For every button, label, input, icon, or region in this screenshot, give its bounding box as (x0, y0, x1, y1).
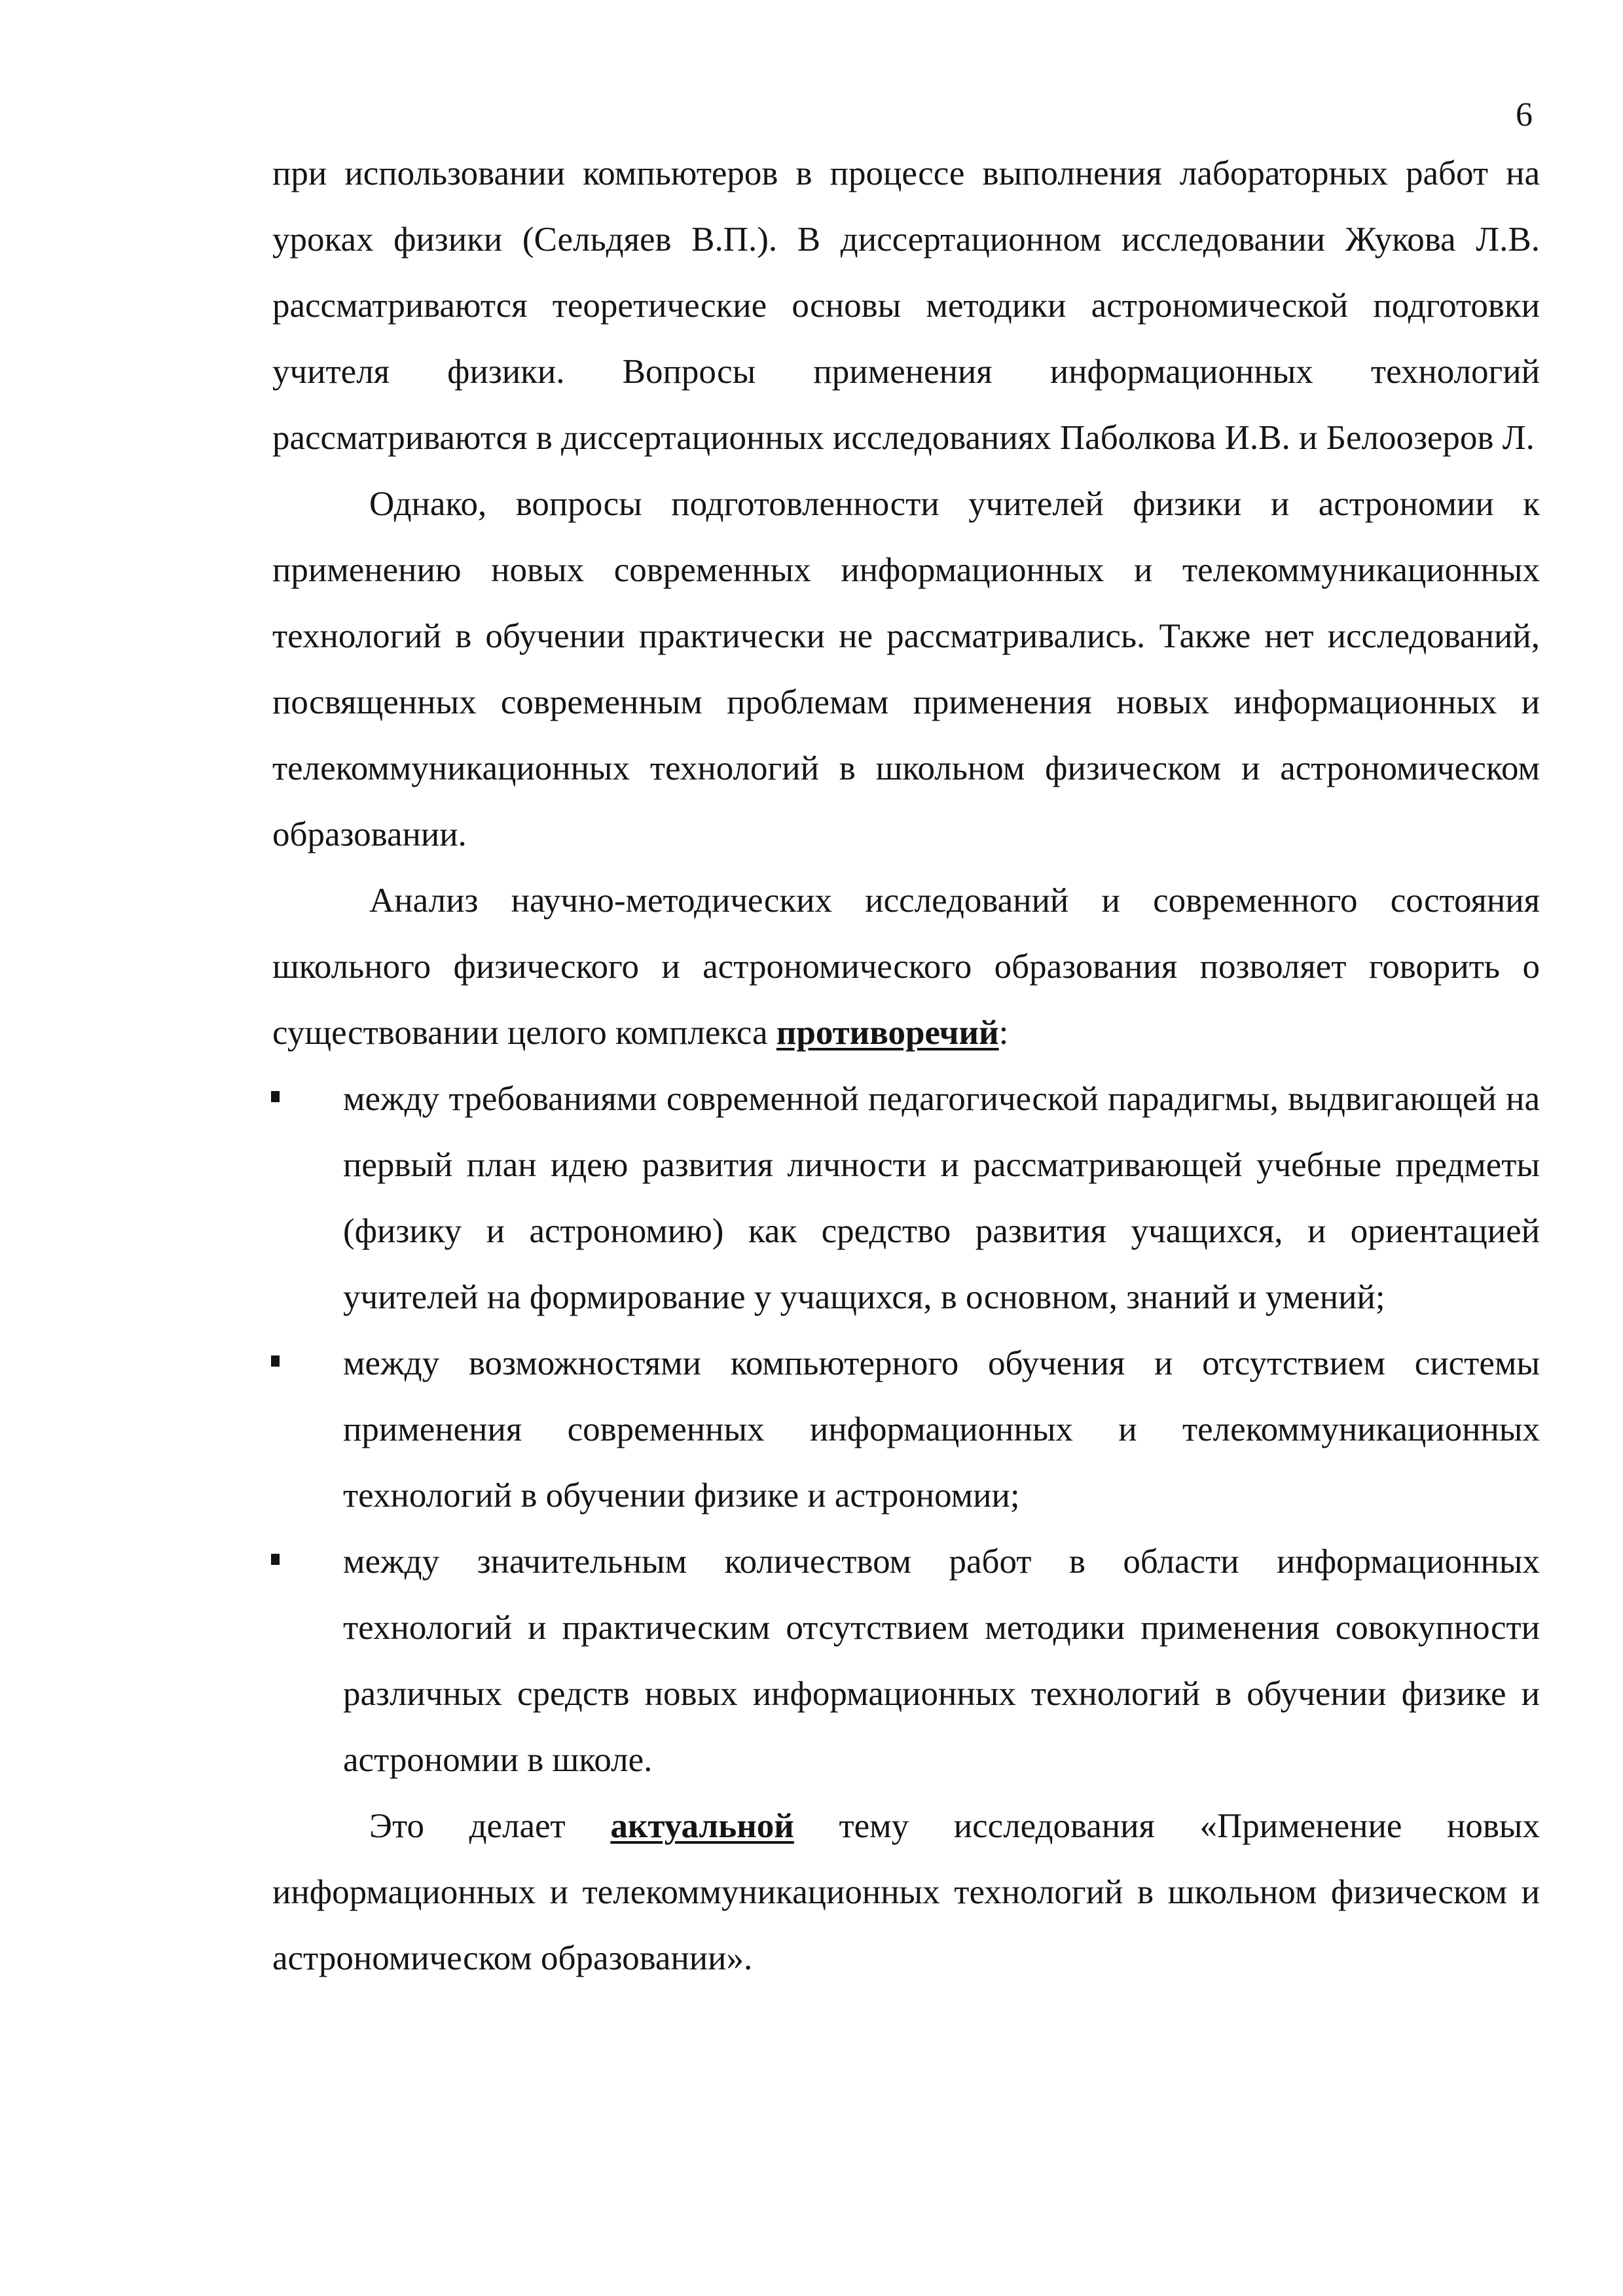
list-item-text: между требованиями современной педагогической парадигмы, выдвигающей на первый план идею развития личности и рассматривающей учебные предметы (физику и астрономию) как средство развития учащихся, и ориентацией учителей на формирование у учащихся, в основном, знаний и умений; (343, 1080, 1540, 1316)
relevance-lead: Это делает (369, 1807, 611, 1845)
list-item (271, 1529, 1540, 1793)
paragraph-relevance (272, 1793, 1540, 1992)
analysis-text: Анализ научно-методических исследований и современного состояния школьного физического и астрономического образования позволяет говорить о существовании целого комплекса (272, 882, 1540, 1052)
analysis-colon: : (998, 1014, 1009, 1052)
contradictions-term: противоречий (776, 1014, 999, 1052)
square-bullet-icon (271, 1355, 280, 1367)
relevance-term: актуальной (610, 1807, 794, 1845)
paragraph-however: Однако, вопросы подготовленности учителей физики и астрономии к применению новых современных информационных и телекоммуникационных технологий в обучении практически не рассматривались. Также нет исследований, посвященных современным проблемам применения новых информационных и телекоммуникационных технологий в школьном физическом и астрономическом образовании. (272, 485, 1540, 853)
square-bullet-icon (271, 1554, 280, 1565)
relevance-text: тему исследования «Применение новых информационных и телекоммуникационных технологий в школьном физическом и астрономическом образовании». (272, 1807, 1540, 1977)
paragraph-analysis (272, 868, 1540, 1066)
list-item (271, 1331, 1540, 1529)
document-body (272, 141, 1540, 1992)
list-item-text: между значительным количеством работ в области информационных технологий и практическим отсутствием методики применения совокупности различных средств новых информационных технологий в обучении физике и астрономии в школе. (343, 1543, 1540, 1779)
square-bullet-icon (271, 1091, 280, 1102)
paragraph-intro: при использовании компьютеров в процессе выполнения лабораторных работ на уроках физики (Сельдяев В.П.). В диссертационном исследовании Жукова Л.В. рассматриваются теоретические основы методики астрономической подготовки учителя физики. Вопросы применения информационных технологий рассматриваются в диссертационных исследованиях Паболкова И.В. и Белоозеров Л. (272, 154, 1540, 457)
page-number: 6 (1516, 96, 1533, 134)
list-item (271, 1066, 1540, 1331)
list-item-text: между возможностями компьютерного обучения и отсутствием системы применения современных информационных и телекоммуникационных технологий в обучении физике и астрономии; (343, 1344, 1540, 1515)
contradictions-list (272, 1066, 1540, 1793)
